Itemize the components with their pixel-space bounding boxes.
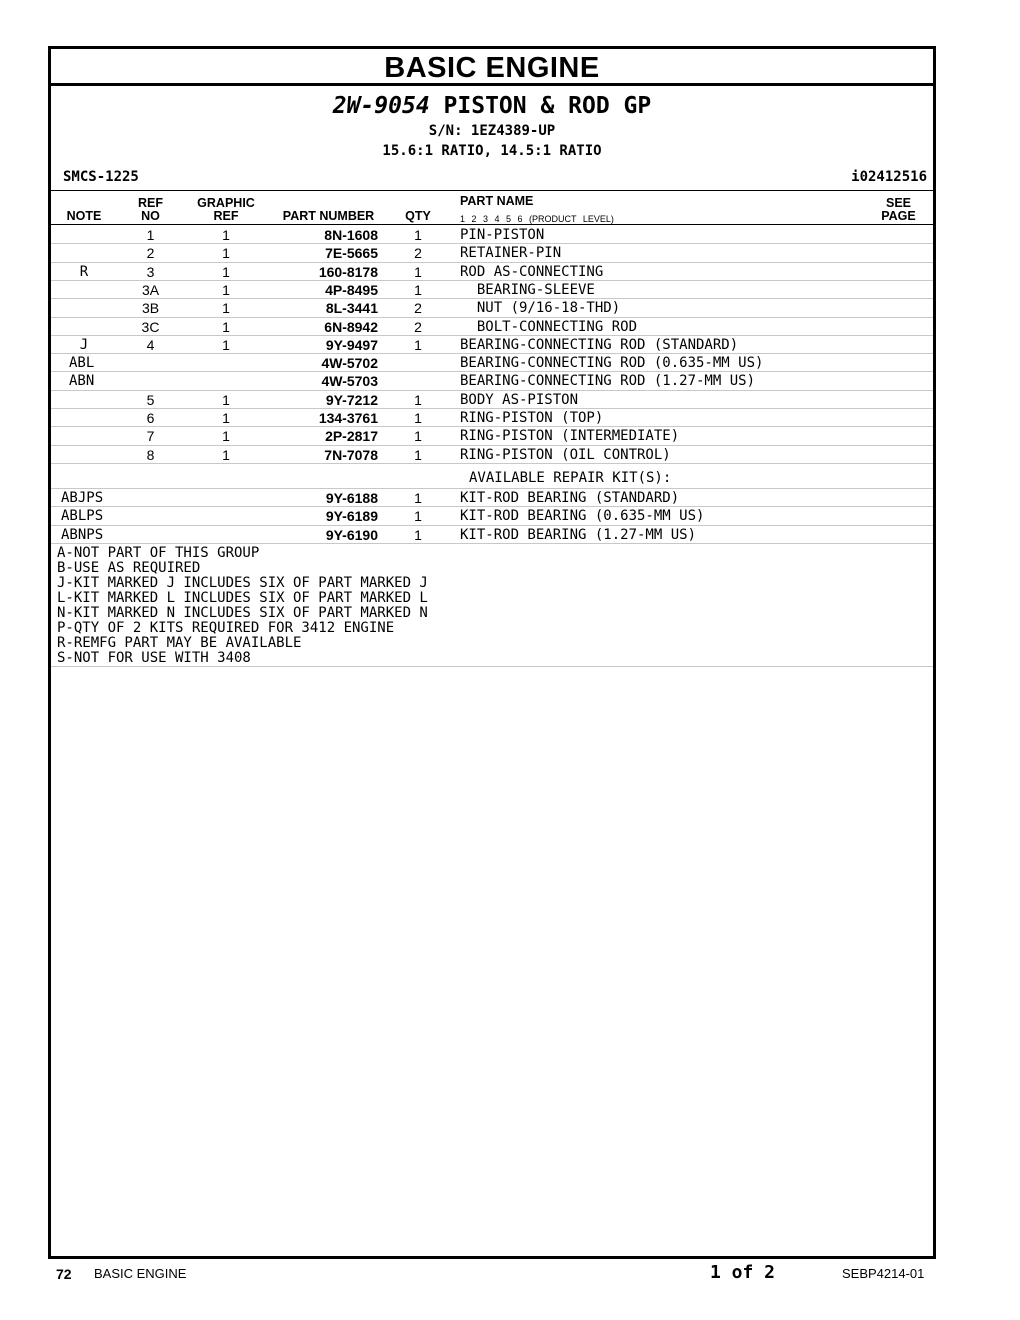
kit-name: KIT-ROD BEARING (0.635-MM US)	[460, 508, 705, 525]
publication-number: SEBP4214-01	[842, 1266, 925, 1281]
col-qty: QTY	[405, 209, 431, 223]
table-header-divider	[51, 224, 933, 225]
row-part-name: BODY AS-PISTON	[460, 391, 579, 408]
kit-part-number: 9Y-6189	[325, 508, 378, 525]
row-part-name: NUT (9/16-18-THD)	[460, 300, 621, 317]
row-qty: 1	[414, 428, 422, 445]
smcs-code: SMCS-1225	[63, 169, 139, 185]
header-divider	[51, 190, 933, 191]
kit-note: ABLPS	[61, 508, 104, 525]
kit-note: ABJPS	[61, 489, 104, 506]
row-qty: 2	[414, 245, 422, 262]
row-part-name: BEARING-SLEEVE	[460, 281, 595, 298]
row-graphic-ref: 1	[222, 281, 230, 298]
row-ref-no: 3	[146, 263, 155, 280]
row-ref-no: 8	[146, 446, 155, 463]
row-part-number: 7E-5665	[325, 245, 378, 262]
note-line: B-USE AS REQUIRED	[57, 560, 201, 576]
row-qty: 2	[414, 318, 422, 335]
col-ref-top: REF	[138, 196, 163, 210]
row-part-name: BEARING-CONNECTING ROD (0.635-MM US)	[460, 355, 764, 372]
page-of: 1 of 2	[710, 1262, 776, 1283]
kit-note: ABNPS	[61, 526, 104, 543]
col-part-name: PART NAME	[460, 194, 534, 208]
note-line: N-KIT MARKED N INCLUDES SIX OF PART MARKED N	[57, 605, 428, 621]
row-qty: 2	[414, 300, 422, 317]
row-note: ABL	[69, 355, 95, 372]
row-ref-no: 1	[146, 227, 155, 243]
row-divider	[51, 543, 933, 544]
row-graphic-ref: 1	[222, 428, 230, 445]
col-ref-bottom: NO	[141, 209, 160, 223]
kit-name: KIT-ROD BEARING (1.27-MM US)	[460, 526, 697, 543]
kit-qty: 1	[414, 508, 422, 525]
note-line: L-KIT MARKED L INCLUDES SIX OF PART MARKED L	[57, 590, 428, 606]
row-qty: 1	[414, 410, 422, 426]
row-graphic-ref: 1	[222, 263, 230, 280]
page-number: 72	[56, 1266, 72, 1282]
row-part-number: 9Y-7212	[325, 391, 378, 408]
row-graphic-ref: 1	[222, 410, 230, 426]
row-qty: 1	[414, 263, 422, 280]
col-see-bottom: PAGE	[881, 209, 916, 223]
row-ref-no: 5	[146, 391, 155, 408]
note-line: P-QTY OF 2 KITS REQUIRED FOR 3412 ENGINE	[57, 620, 395, 636]
row-part-name: RING-PISTON (TOP)	[460, 410, 604, 426]
row-part-name: RETAINER-PIN	[460, 245, 562, 262]
row-ref-no: 3B	[141, 300, 160, 317]
row-qty: 1	[414, 227, 422, 243]
row-note: R	[79, 263, 89, 280]
kits-heading: AVAILABLE REPAIR KIT(S):	[469, 469, 672, 486]
row-part-number: 8L-3441	[325, 300, 378, 317]
col-graphic-top: GRAPHIC	[197, 196, 255, 210]
row-graphic-ref: 1	[222, 446, 230, 463]
footer-section: BASIC ENGINE	[94, 1266, 187, 1281]
row-part-number: 4W-5702	[321, 355, 378, 372]
row-part-name: BEARING-CONNECTING ROD (STANDARD)	[460, 336, 739, 353]
group-name: PISTON & ROD GP	[443, 93, 652, 119]
row-part-name: RING-PISTON (INTERMEDIATE)	[460, 428, 680, 445]
row-note: J	[79, 336, 89, 353]
row-qty: 1	[414, 446, 422, 463]
row-qty: 1	[414, 336, 422, 353]
row-qty: 1	[414, 281, 422, 298]
row-graphic-ref: 1	[222, 227, 230, 243]
row-part-number: 9Y-9497	[325, 336, 378, 353]
serial-number: S/N: 1EZ4389-UP	[428, 123, 556, 139]
row-part-number: 160-8178	[318, 263, 378, 280]
col-note: NOTE	[66, 209, 102, 223]
page-frame	[48, 46, 936, 1259]
kit-part-number: 9Y-6190	[325, 526, 378, 543]
row-ref-no: 3C	[141, 318, 160, 335]
row-graphic-ref: 1	[222, 300, 230, 317]
group-part-number: 2W-9054	[332, 93, 430, 119]
kit-qty: 1	[414, 526, 422, 543]
note-line: R-REMFG PART MAY BE AVAILABLE	[57, 635, 302, 651]
row-part-number: 6N-8942	[324, 318, 378, 335]
kit-name: KIT-ROD BEARING (STANDARD)	[460, 489, 680, 506]
ratio-line: 15.6:1 RATIO, 14.5:1 RATIO	[382, 143, 602, 159]
row-part-number: 7N-7078	[324, 446, 378, 463]
row-part-number: 4P-8495	[325, 281, 378, 298]
row-graphic-ref: 1	[222, 391, 230, 408]
notes-list	[57, 546, 428, 666]
product-levels: 1 2 3 4 5 6 (PRODUCT LEVEL)	[460, 214, 614, 224]
row-graphic-ref: 1	[222, 336, 230, 353]
col-part-number: PART NUMBER	[282, 209, 375, 223]
row-part-name: BOLT-CONNECTING ROD	[460, 318, 638, 335]
row-graphic-ref: 1	[222, 245, 230, 262]
row-part-number: 134-3761	[318, 410, 378, 426]
row-divider	[51, 463, 933, 464]
row-part-number: 2P-2817	[325, 428, 378, 445]
row-part-name: PIN-PISTON	[460, 227, 545, 243]
row-qty: 1	[414, 391, 422, 408]
notes-divider	[51, 666, 933, 667]
group-heading	[51, 93, 933, 119]
row-ref-no: 7	[146, 428, 155, 445]
row-ref-no: 4	[146, 336, 155, 353]
document-id: i02412516	[851, 169, 927, 185]
row-graphic-ref: 1	[222, 318, 230, 335]
kit-qty: 1	[414, 489, 422, 506]
row-part-number: 8N-1608	[324, 227, 378, 243]
row-part-name: ROD AS-CONNECTING	[460, 263, 604, 280]
row-ref-no: 6	[146, 410, 155, 426]
note-line: J-KIT MARKED J INCLUDES SIX OF PART MARKED J	[57, 575, 428, 591]
kit-part-number: 9Y-6188	[325, 489, 378, 506]
row-part-number: 4W-5703	[321, 373, 378, 390]
note-line: A-NOT PART OF THIS GROUP	[57, 545, 260, 561]
row-part-name: RING-PISTON (OIL CONTROL)	[460, 446, 671, 463]
row-note: ABN	[69, 373, 95, 390]
col-see-top: SEE	[885, 196, 911, 210]
row-part-name: BEARING-CONNECTING ROD (1.27-MM US)	[460, 373, 756, 390]
row-ref-no: 2	[146, 245, 155, 262]
page-title: BASIC ENGINE	[51, 49, 933, 86]
row-ref-no: 3A	[141, 281, 160, 298]
note-line: S-NOT FOR USE WITH 3408	[57, 650, 251, 666]
col-graphic-bottom: REF	[213, 209, 239, 223]
